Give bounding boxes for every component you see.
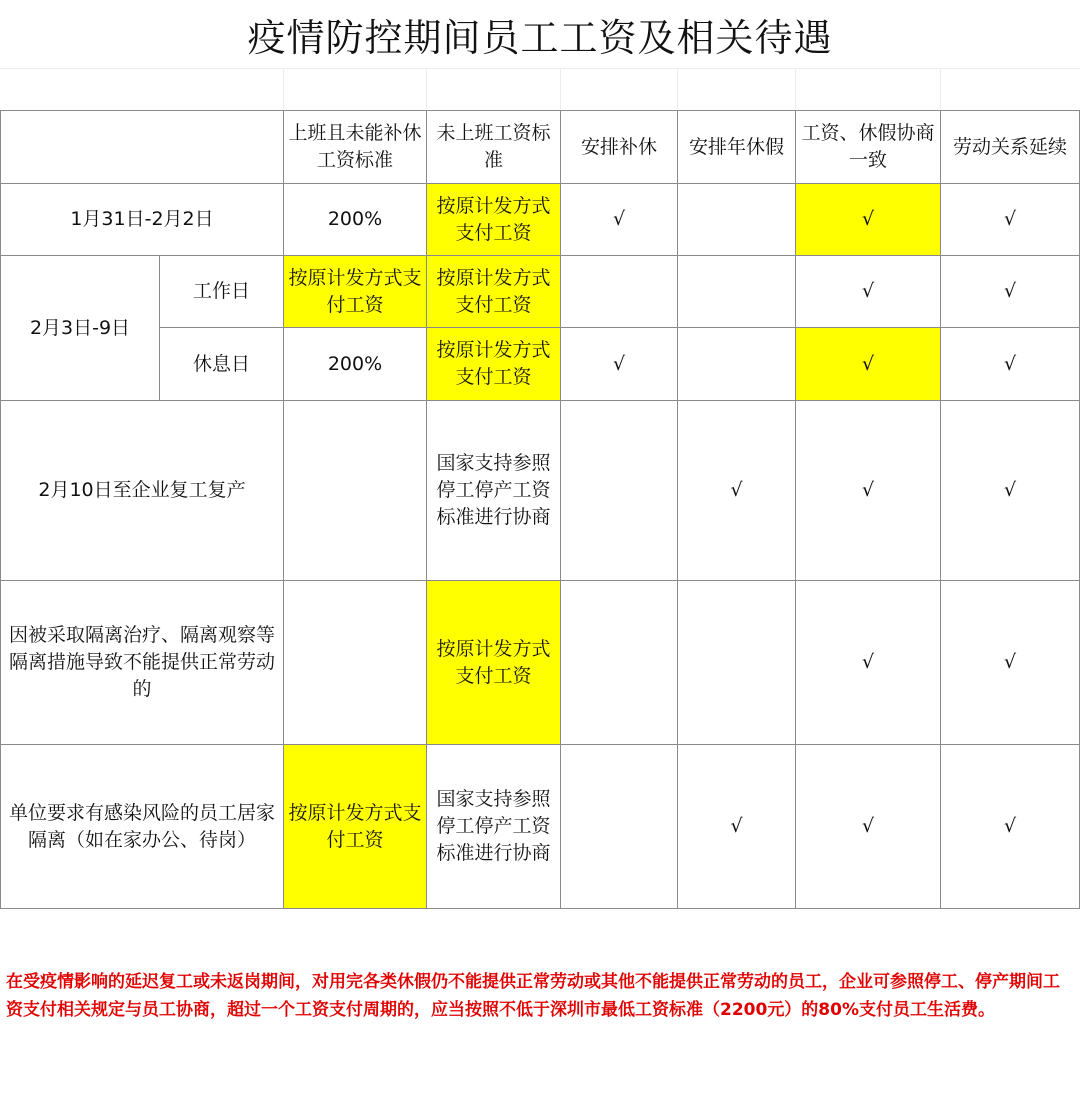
header-negotiated-agreement: 工资、休假协商一致	[796, 111, 941, 184]
check-mark: √	[941, 401, 1080, 581]
background-grid	[0, 68, 1080, 111]
table-row	[1, 256, 1080, 328]
header-annual-leave: 安排年休假	[678, 111, 796, 184]
cell-wage-standard: 200%	[284, 328, 427, 401]
cell-absent-wage: 按原计发方式支付工资	[427, 581, 561, 745]
row-label-jan31-feb2: 1月31日-2月2日	[1, 184, 284, 256]
row-label-feb3-feb9: 2月3日-9日	[1, 256, 160, 401]
check-mark: √	[796, 401, 941, 581]
check-mark: √	[796, 328, 941, 401]
check-mark: √	[941, 581, 1080, 745]
empty-cell	[561, 256, 678, 328]
table-row	[1, 328, 1080, 401]
page-title: 疫情防控期间员工工资及相关待遇	[247, 16, 833, 60]
check-mark: √	[561, 184, 678, 256]
wage-table	[0, 110, 1080, 909]
empty-cell	[284, 581, 427, 745]
table-row	[1, 581, 1080, 745]
empty-cell	[561, 581, 678, 745]
sub-label-rest-day: 休息日	[160, 328, 284, 401]
header-absent-wage: 未上班工资标准	[427, 111, 561, 184]
empty-cell	[678, 184, 796, 256]
empty-cell	[678, 581, 796, 745]
table-row	[1, 401, 1080, 581]
check-mark: √	[561, 328, 678, 401]
header-row	[1, 111, 1080, 184]
cell-wage-standard: 按原计发方式支付工资	[284, 256, 427, 328]
check-mark: √	[941, 328, 1080, 401]
header-unable-compensatory-wage: 上班且未能补休工资标准	[284, 111, 427, 184]
table-row	[1, 184, 1080, 256]
row-label-quarantine: 因被采取隔离治疗、隔离观察等隔离措施导致不能提供正常劳动的	[1, 581, 284, 745]
check-mark: √	[941, 184, 1080, 256]
empty-cell	[561, 401, 678, 581]
cell-wage-standard: 按原计发方式支付工资	[284, 745, 427, 909]
table-row	[1, 745, 1080, 909]
check-mark: √	[678, 401, 796, 581]
check-mark: √	[941, 745, 1080, 909]
row-label-feb10-resume: 2月10日至企业复工复产	[1, 401, 284, 581]
row-label-home-isolation: 单位要求有感染风险的员工居家隔离（如在家办公、待岗）	[1, 745, 284, 909]
check-mark: √	[941, 256, 1080, 328]
empty-cell	[284, 401, 427, 581]
cell-absent-wage: 按原计发方式支付工资	[427, 328, 561, 401]
cell-absent-wage: 按原计发方式支付工资	[427, 256, 561, 328]
empty-cell	[678, 256, 796, 328]
check-mark: √	[796, 745, 941, 909]
check-mark: √	[796, 184, 941, 256]
footnote: 在受疫情影响的延迟复工或未返岗期间，对用完各类休假仍不能提供正常劳动或其他不能提供正常劳动的员工，企业可参照停工、停产期间工资支付相关规定与员工协商，超过一个工资支付周期的，应当按照不低于深圳市最低工资标准（2200元）的80%支付员工生活费。	[6, 972, 1060, 1020]
header-compensatory-leave: 安排补休	[561, 111, 678, 184]
cell-absent-wage: 按原计发方式支付工资	[427, 184, 561, 256]
check-mark: √	[796, 581, 941, 745]
cell-absent-wage: 国家支持参照停工停产工资标准进行协商	[427, 401, 561, 581]
check-mark: √	[678, 745, 796, 909]
sub-label-workday: 工作日	[160, 256, 284, 328]
header-labor-relation-continues: 劳动关系延续	[941, 111, 1080, 184]
empty-cell	[561, 745, 678, 909]
cell-absent-wage: 国家支持参照停工停产工资标准进行协商	[427, 745, 561, 909]
cell-wage-standard: 200%	[284, 184, 427, 256]
empty-cell	[678, 328, 796, 401]
header-corner	[1, 111, 284, 184]
check-mark: √	[796, 256, 941, 328]
